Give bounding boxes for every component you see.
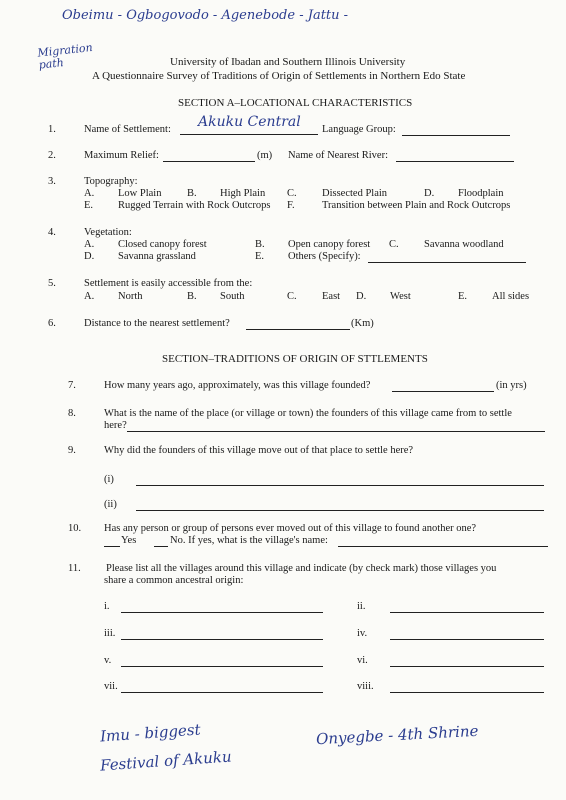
q4-opt-a[interactable]: Closed canopy forest xyxy=(118,239,207,250)
language-group-field[interactable] xyxy=(402,135,510,136)
village-ii-field[interactable] xyxy=(390,612,544,613)
q7-unit: (in yrs) xyxy=(496,380,527,391)
q2-unit: (m) xyxy=(257,150,273,161)
village-item-label: ii. xyxy=(357,601,366,612)
q1-language-label: Language Group: xyxy=(322,124,396,135)
survey-heading: A Questionnaire Survey of Traditions of Origin of Settlements in Northern Edo State xyxy=(92,70,466,82)
q10-no: No. If yes, what is the village's name: xyxy=(170,535,328,546)
q9-i-label: (i) xyxy=(104,474,114,485)
q3-opt-f-letter: F. xyxy=(287,200,295,211)
years-founded-field[interactable] xyxy=(392,391,494,392)
handwritten-note-festival-2: Festival of Akuku xyxy=(99,747,233,775)
handwritten-migration-route: Obeimu - Ogbogovodo - Agenebode - Jattu - xyxy=(62,8,349,23)
q7-number: 7. xyxy=(68,380,76,391)
q5-opt-a-letter: A. xyxy=(84,291,95,302)
q3-opt-d-letter: D. xyxy=(424,188,435,199)
village-item-label: iv. xyxy=(357,628,368,639)
q1-label: Name of Settlement: xyxy=(84,124,171,135)
maximum-relief-field[interactable] xyxy=(163,161,255,162)
village-item-label: vi. xyxy=(357,655,368,666)
village-vii-field[interactable] xyxy=(121,692,323,693)
q3-opt-c-letter: C. xyxy=(287,188,297,199)
q8-line2: here? xyxy=(104,420,127,431)
q4-opt-e-letter: E. xyxy=(255,251,265,262)
q10-number: 10. xyxy=(68,523,82,534)
q4-opt-d[interactable]: Savanna grassland xyxy=(118,251,196,262)
q4-opt-b-letter: B. xyxy=(255,239,265,250)
q2-label: Maximum Relief: xyxy=(84,150,159,161)
village-item-label: iii. xyxy=(104,628,116,639)
q4-opt-d-letter: D. xyxy=(84,251,95,262)
q3-opt-a[interactable]: Low Plain xyxy=(118,188,162,199)
yes-checkbox-line[interactable] xyxy=(104,546,120,547)
village-iv-field[interactable] xyxy=(390,639,544,640)
q3-opt-a-letter: A. xyxy=(84,188,95,199)
village-viii-field[interactable] xyxy=(390,692,544,693)
origin-place-field[interactable] xyxy=(127,431,545,432)
settlement-name-field[interactable] xyxy=(180,114,318,135)
q5-number: 5. xyxy=(48,278,56,289)
village-iii-field[interactable] xyxy=(121,639,323,640)
q11-line1: Please list all the villages around this village and indicate (by check mark) those villages you xyxy=(106,563,497,574)
q6-number: 6. xyxy=(48,318,56,329)
settlement-name-value: Akuku Central xyxy=(198,114,301,130)
q5-opt-d-letter: D. xyxy=(356,291,367,302)
q3-opt-d[interactable]: Floodplain xyxy=(458,188,504,199)
village-item-label: i. xyxy=(104,601,110,612)
q7-label: How many years ago, approximately, was this village founded? xyxy=(104,380,371,391)
q9-number: 9. xyxy=(68,445,76,456)
q9-ii-label: (ii) xyxy=(104,499,117,510)
q4-opt-e[interactable]: Others (Specify): xyxy=(288,251,361,262)
q5-opt-e[interactable]: All sides xyxy=(492,291,530,302)
q4-opt-a-letter: A. xyxy=(84,239,95,250)
q8-number: 8. xyxy=(68,408,76,419)
village-item-label: v. xyxy=(104,655,112,666)
handwritten-note-shrine: Onyegbe - 4th Shrine xyxy=(315,721,479,749)
q2-number: 2. xyxy=(48,150,56,161)
no-checkbox-line[interactable] xyxy=(154,546,168,547)
q11-number: 11. xyxy=(68,563,81,574)
q5-opt-d[interactable]: West xyxy=(390,291,411,302)
q5-opt-b[interactable]: South xyxy=(220,291,245,302)
q3-number: 3. xyxy=(48,176,56,187)
reason-i-field[interactable] xyxy=(136,485,544,486)
village-item-label: vii. xyxy=(104,681,118,692)
reason-ii-field[interactable] xyxy=(136,510,544,511)
new-village-name-field[interactable] xyxy=(338,546,548,547)
q3-opt-f[interactable]: Transition between Plain and Rock Outcrops xyxy=(322,200,511,211)
section-b-title: SECTION–TRADITIONS OF ORIGIN OF STTLEMENTS xyxy=(162,353,428,365)
q4-opt-b[interactable]: Open canopy forest xyxy=(288,239,371,250)
distance-field[interactable] xyxy=(246,329,350,330)
village-item-label: viii. xyxy=(357,681,374,692)
q5-opt-b-letter: B. xyxy=(187,291,197,302)
q5-opt-a[interactable]: North xyxy=(118,291,143,302)
q3-label: Topography: xyxy=(84,176,138,187)
q11-line2: share a common ancestral origin: xyxy=(104,575,244,586)
q6-label: Distance to the nearest settlement? xyxy=(84,318,230,329)
village-i-field[interactable] xyxy=(121,612,323,613)
q3-opt-b-letter: B. xyxy=(187,188,197,199)
q10-line1: Has any person or group of persons ever moved out of this village to found another one? xyxy=(104,523,477,534)
q8-line1: What is the name of the place (or village or town) the founders of this village came from to settle xyxy=(104,408,512,419)
q3-opt-b[interactable]: High Plain xyxy=(220,188,266,199)
village-v-field[interactable] xyxy=(121,666,323,667)
university-heading: University of Ibadan and Southern Illinois University xyxy=(170,56,406,68)
q3-opt-c[interactable]: Dissected Plain xyxy=(322,188,388,199)
nearest-river-field[interactable] xyxy=(396,161,514,162)
q9-label: Why did the founders of this village move out of that place to settle here? xyxy=(104,445,414,456)
q2-river-label: Name of Nearest River: xyxy=(288,150,389,161)
village-vi-field[interactable] xyxy=(390,666,544,667)
q10-yes: Yes xyxy=(121,535,137,546)
q1-number: 1. xyxy=(48,124,56,135)
q5-label: Settlement is easily accessible from the: xyxy=(84,278,253,289)
section-a-title: SECTION A–LOCATIONAL CHARACTERISTICS xyxy=(178,97,413,109)
q5-opt-e-letter: E. xyxy=(458,291,468,302)
vegetation-other-field[interactable] xyxy=(368,262,526,263)
q3-opt-e-letter: E. xyxy=(84,200,94,211)
handwritten-note-festival-1: Imu - biggest xyxy=(99,720,202,746)
q5-opt-c-letter: C. xyxy=(287,291,297,302)
q4-label: Vegetation: xyxy=(84,227,132,238)
q4-opt-c-letter: C. xyxy=(389,239,399,250)
q6-unit: (Km) xyxy=(351,318,374,329)
handwritten-margin-note: Migration path xyxy=(36,40,94,72)
q5-opt-c[interactable]: East xyxy=(322,291,341,302)
q4-number: 4. xyxy=(48,227,56,238)
q3-opt-e[interactable]: Rugged Terrain with Rock Outcrops xyxy=(118,200,271,211)
q4-opt-c[interactable]: Savanna woodland xyxy=(424,239,504,250)
